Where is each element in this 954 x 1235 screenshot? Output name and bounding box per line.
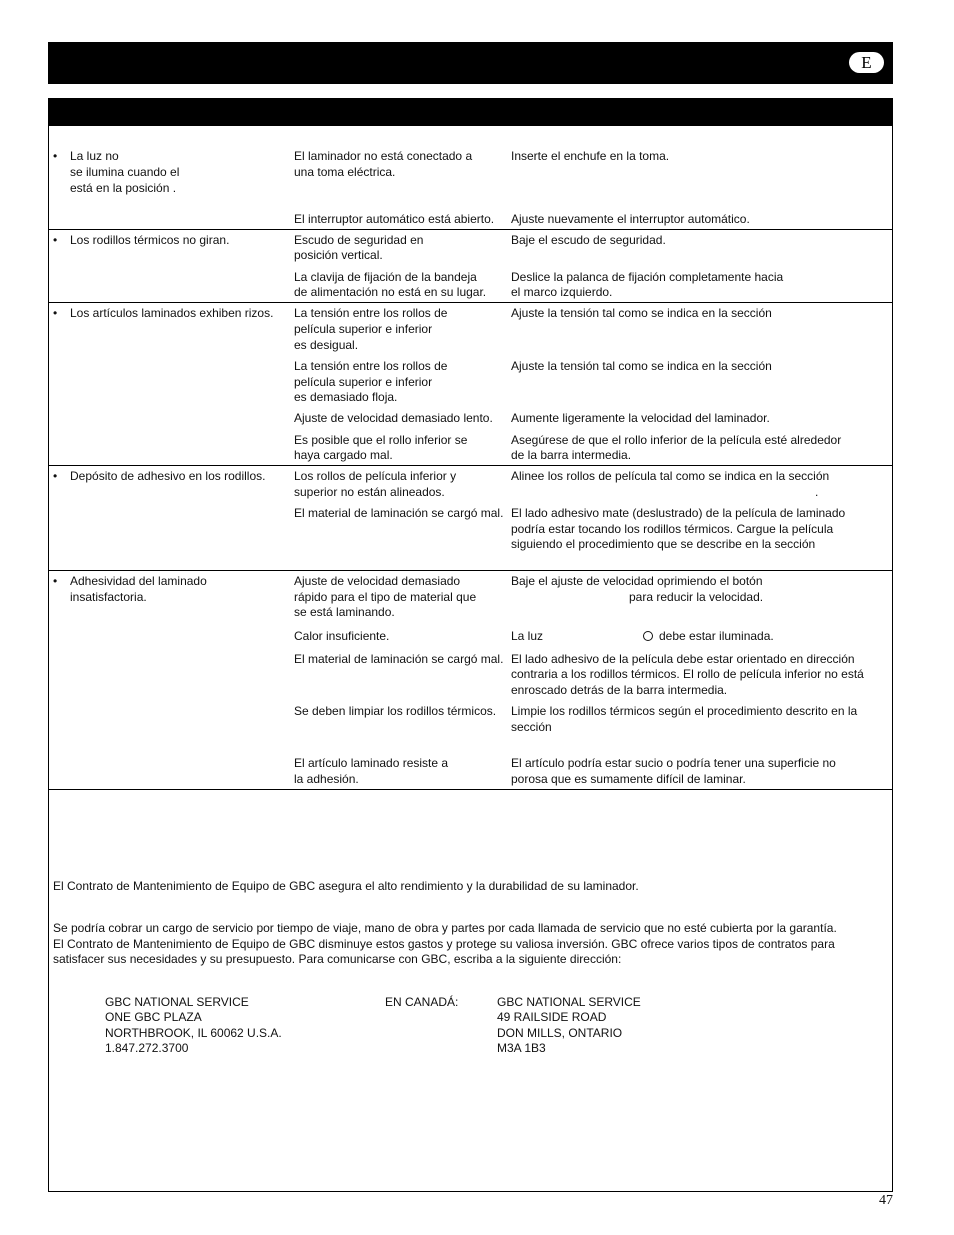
solution-text: Aumente ligeramente la velocidad del laminador. — [511, 411, 770, 425]
power-ring-icon — [643, 631, 653, 641]
solution-text: podría estar tocando los rodillos térmicos. Cargue la película — [511, 522, 834, 536]
solution-text: debe estar iluminada. — [659, 629, 774, 643]
cause-text: película superior e inferior — [294, 322, 433, 336]
bullet-icon: • — [53, 233, 58, 247]
bullet-icon: • — [53, 469, 58, 483]
cause-text: película superior e inferior — [294, 375, 433, 389]
cause-text: es desigual. — [294, 338, 359, 352]
problem-text: insatisfactoria. — [70, 590, 147, 604]
solution-text: Inserte el enchufe en la toma. — [511, 149, 670, 163]
address-line: NORTHBROOK, IL 60062 U.S.A. — [105, 1026, 282, 1040]
row-divider — [48, 789, 893, 790]
cause-text: La tensión entre los rollos de — [294, 359, 448, 373]
solution-text: Baje el escudo de seguridad. — [511, 233, 666, 247]
cause-text: Es posible que el rollo inferior se — [294, 433, 468, 447]
row-divider — [48, 302, 893, 303]
cause-text: Ajuste de velocidad demasiado — [294, 574, 461, 588]
row-divider — [48, 465, 893, 466]
cause-text: superior no están alineados. — [294, 485, 445, 499]
cause-text: El interruptor automático está abierto. — [294, 212, 495, 226]
bullet-icon: • — [53, 306, 58, 320]
cause-text: de alimentación no está en su lugar. — [294, 285, 487, 299]
cause-text: La tensión entre los rollos de — [294, 306, 448, 320]
address-line: GBC NATIONAL SERVICE — [497, 995, 641, 1009]
solution-text: de la barra intermedia. — [511, 448, 632, 462]
cause-text: Escudo de seguridad en — [294, 233, 424, 247]
problem-text: La luz no — [70, 149, 119, 163]
service-paragraph: El Contrato de Mantenimiento de Equipo de GBC asegura el alto rendimiento y la durabilidad de su laminador. — [53, 879, 639, 893]
problem-text: Los rodillos térmicos no giran. — [70, 233, 230, 247]
cause-text: Los rollos de película inferior y — [294, 469, 457, 483]
address-line: DON MILLS, ONTARIO — [497, 1026, 623, 1040]
problem-text: Los artículos laminados exhiben rizos. — [70, 306, 274, 320]
solution-text: Ajuste la tensión tal como se indica en la sección — [511, 359, 772, 373]
address-line: ONE GBC PLAZA — [105, 1010, 202, 1024]
solution-text: Limpie los rodillos térmicos según el procedimiento descrito en la — [511, 704, 858, 718]
cause-text: El laminador no está conectado a — [294, 149, 473, 163]
solution-text: contraria a los rodillos térmicos. El rollo de película inferior no está — [511, 667, 864, 681]
problem-text: Adhesividad del laminado — [70, 574, 207, 588]
solution-text: . — [815, 485, 819, 499]
table-header-bar — [48, 98, 893, 126]
solution-text: Ajuste la tensión tal como se indica en la sección — [511, 306, 772, 320]
phone-number: 1.847.272.3700 — [105, 1041, 189, 1055]
cause-text: La clavija de fijación de la bandeja — [294, 270, 477, 284]
solution-text: el marco izquierdo. — [511, 285, 613, 299]
solution-text: sección — [511, 720, 552, 734]
cause-text: rápido para el tipo de material que — [294, 590, 477, 604]
cause-text: se está laminando. — [294, 605, 395, 619]
cause-text: una toma eléctrica. — [294, 165, 396, 179]
solution-text: para reducir la velocidad. — [629, 590, 764, 604]
address-line: M3A 1B3 — [497, 1041, 546, 1055]
cause-text: la adhesión. — [294, 772, 359, 786]
page-number: 47 — [879, 1193, 893, 1208]
bullet-icon: • — [53, 574, 58, 588]
address-line: 49 RAILSIDE ROAD — [497, 1010, 607, 1024]
solution-text: siguiendo el procedimiento que se describe en la sección — [511, 537, 816, 551]
cause-text: posición vertical. — [294, 248, 383, 262]
solution-text: Asegúrese de que el rollo inferior de la película esté alrededor — [511, 433, 842, 447]
cause-text: Calor insuficiente. — [294, 629, 390, 643]
cause-text: es demasiado floja. — [294, 390, 398, 404]
cause-text: El artículo laminado resiste a — [294, 756, 449, 770]
solution-text: El artículo podría estar sucio o podría tener una superficie no — [511, 756, 836, 770]
solution-text: Alinee los rollos de película tal como se indica en la sección — [511, 469, 830, 483]
solution-text: El lado adhesivo de la película debe estar orientado en dirección — [511, 652, 855, 666]
language-badge: E — [849, 52, 884, 73]
top-banner — [48, 42, 893, 84]
problem-text: se ilumina cuando el — [70, 165, 180, 179]
bullet-icon: • — [53, 149, 58, 163]
solution-text: Deslice la palanca de fijación completamente hacia — [511, 270, 784, 284]
problem-text: está en la posición . — [70, 181, 177, 195]
solution-text: porosa que es sumamente difícil de laminar. — [511, 772, 746, 786]
canada-label: EN CANADÁ: — [385, 995, 459, 1009]
cause-text: Se deben limpiar los rodillos térmicos. — [294, 704, 497, 718]
service-paragraph-line: Se podría cobrar un cargo de servicio por tiempo de viaje, mano de obra y partes por cada llamada de servicio que no esté cubierta por la garantía. — [53, 921, 837, 935]
solution-text: Baje el ajuste de velocidad oprimiendo el botón — [511, 574, 763, 588]
row-divider — [48, 570, 893, 571]
service-paragraph-line: El Contrato de Mantenimiento de Equipo de GBC disminuye estos gastos y protege su valiosa inversión. GBC ofrece varios tipos de contratos para — [53, 937, 835, 951]
solution-text: Ajuste nuevamente el interruptor automático. — [511, 212, 750, 226]
cause-text: Ajuste de velocidad demasiado lento. — [294, 411, 493, 425]
solution-text: El lado adhesivo mate (deslustrado) de la película de laminado — [511, 506, 846, 520]
service-paragraph-line: satisfacer sus necesidades y su presupuesto. Para comunicarse con GBC, escriba a la siguiente dirección: — [53, 952, 622, 966]
address-line: GBC NATIONAL SERVICE — [105, 995, 249, 1009]
problem-text: Depósito de adhesivo en los rodillos. — [70, 469, 266, 483]
solution-text: enroscado detrás de la barra intermedia. — [511, 683, 728, 697]
cause-text: El material de laminación se cargó mal. — [294, 652, 504, 666]
cause-text: El material de laminación se cargó mal. — [294, 506, 504, 520]
row-divider — [48, 229, 893, 230]
solution-text: La luz — [511, 629, 544, 643]
cause-text: haya cargado mal. — [294, 448, 393, 462]
